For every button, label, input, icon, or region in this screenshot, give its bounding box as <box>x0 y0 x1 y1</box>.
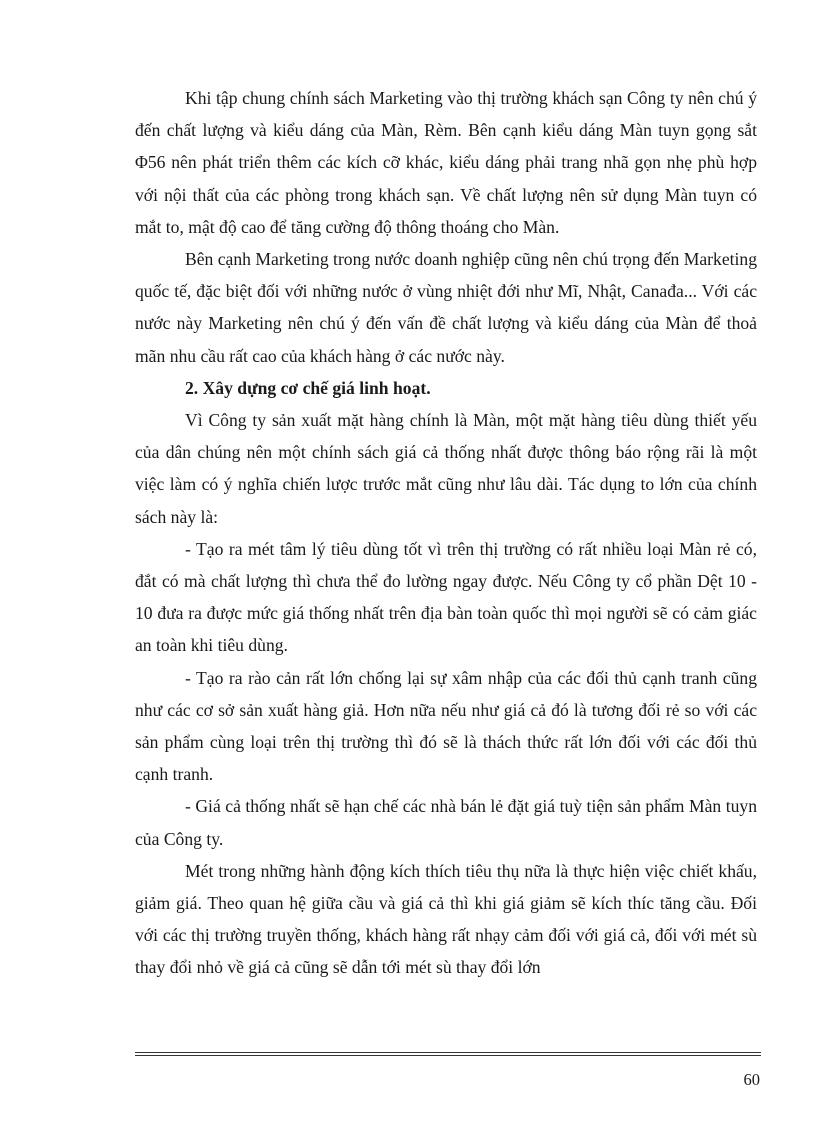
footer-divider <box>135 1055 761 1056</box>
page-number: 60 <box>743 1070 760 1089</box>
paragraph: Vì Công ty sản xuất mặt hàng chính là Màn, một mặt hàng tiêu dùng thiết yếu của dân chúng nên một chính sách giá cả thống nhất được thông báo rộng rãi là một việc làm có ý nghĩa chiến lược trước mắt cũng như lâu dài. Tác dụng to lớn của chính sách này là: <box>135 410 757 527</box>
paragraph: - Tạo ra rào cản rất lớn chống lại sự xâm nhập của các đối thủ cạnh tranh cũng như các cơ sở sản xuất hàng giả. Hơn nữa nếu như giá cả đó là tương đối rẻ so với các sản phẩm cùng loại trên thị trường thì đó sẽ là thách thức rất lớn đối với các đối thủ cạnh tranh. <box>135 667 757 785</box>
paragraph: Mét trong những hành động kích thích tiêu thụ nữa là thực hiện việc chiết khấu, giảm giá. Theo quan hệ giữa cầu và giá cả thì khi giá giảm sẽ kích thíc tăng cầu. Đối với các thị trường truyền thống, khách hàng rất nhạy cảm đối với giá cả, đối với mét sù thay đổi nhỏ về giá cả cũng sẽ dẫn tới mét sù thay đổi lớn <box>135 860 757 978</box>
paragraph: - Giá cả thống nhất sẽ hạn chế các nhà bán lẻ đặt giá tuỳ tiện sản phẩm Màn tuyn của Công ty. <box>135 796 757 849</box>
paragraph: - Tạo ra mét tâm lý tiêu dùng tốt vì trên thị trường có rất nhiều loại Màn rẻ có, đắt có mà chất lượng thì chưa thể đo lường ngay được. Nếu Công ty cổ phần Dệt 10 - 10 đưa ra được mức giá thống nhất trên địa bàn toàn quốc thì mọi người sẽ có cảm giác an toàn khi tiêu dùng. <box>135 538 757 656</box>
footer-divider <box>135 1052 761 1053</box>
body-text <box>135 82 757 984</box>
section-heading: 2. Xây dựng cơ chế giá linh hoạt. <box>185 377 431 398</box>
paragraph: Khi tập chung chính sách Marketing vào thị trường khách sạn Công ty nên chú ý đến chất lượng và kiểu dáng của Màn, Rèm. Bên cạnh kiểu dáng Màn tuyn gọng sắt Φ56 nên phát triển thêm các kích cỡ khác, kiểu dáng phải trang nhã gọn nhẹ phù hợp với nội thất của các phòng trong khách sạn. Về chất lượng nên sử dụng Màn tuyn có mắt to, mật độ cao để tăng cường độ thông thoáng cho Màn. <box>135 88 757 237</box>
paragraph: Bên cạnh Marketing trong nước doanh nghiệp cũng nên chú trọng đến Marketing quốc tế, đặc biệt đối với những nước ở vùng nhiệt đới như Mĩ, Nhật, Canađa... Với các nước này Marketing nên chú ý đến vấn đề chất lượng và kiểu dáng của Màn để thoả mãn nhu cầu rất cao của khách hàng ở các nước này. <box>135 249 757 366</box>
